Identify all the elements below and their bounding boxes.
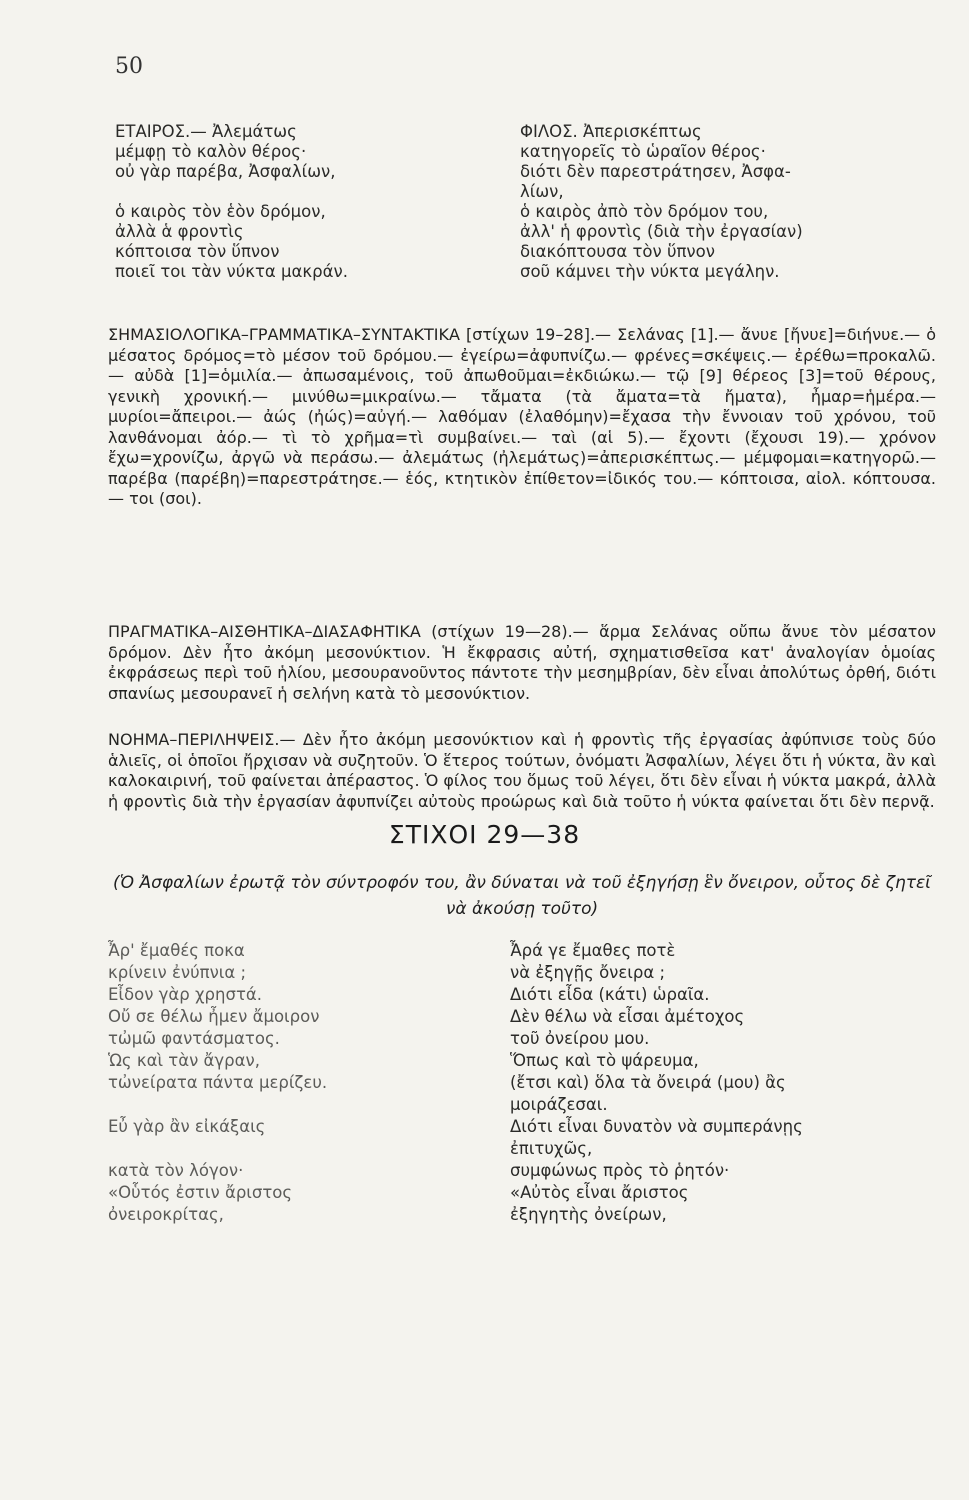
verse-translation-line: (ἔτσι καὶ) ὅλα τὰ ὄνειρά (μου) ἂς (510, 1073, 786, 1092)
verse-translation-line: ἐπιτυχῶς, (510, 1139, 593, 1158)
verse-translation-line: τοῦ ὀνείρου μου. (510, 1029, 650, 1048)
dialogue-original-line: κόπτοισα τὸν ὕπνον (115, 242, 280, 261)
dialogue-original-line: μέμφῃ τὸ καλὸν θέρος· (115, 142, 307, 161)
verse-original-line: τὠμῶ φαντάσματος. (108, 1029, 280, 1048)
comprehension-summary: ΝΟΗΜΑ–ΠΕΡΙΛΗΨΕΙΣ.— Δὲν ἦτο ἀκόμη μεσονύκτιον καὶ ἡ φροντὶς τῆς ἐργασίας ἀφύπνισε τοὺς δύο ἁλιεῖς, οἱ ὁποῖοι ἤρχισαν νὰ συζητοῦν. Ὁ ἕτερος τούτων, ὀνόματι Ἀσφαλίων, λέγει ὅτι ἡ νύκτα, ἂν καὶ καλοκαιρινή, τοῦ φαίνεται ἀπέραστος. Ὁ φίλος του ὅμως τοῦ λέγει, ὅτι δὲν εἶναι ἡ νύκτα μακρά, ἀλλὰ ἡ φροντὶς διὰ τὴν ἐργασίαν ἀφυπνίζει αὐτοὺς προώρως καὶ διὰ τοῦτο ἡ νύκτα φαίνεται ὅτι δὲν περνᾷ. (108, 730, 936, 811)
verse-translation-line: Ὅπως καὶ τὸ ψάρευμα, (510, 1051, 699, 1070)
verse-translation-line: ἐξηγητὴς ὀνείρων, (510, 1205, 667, 1224)
dialogue-original-line: ποιεῖ τοι τὰν νύκτα μακράν. (115, 262, 348, 281)
verses-original-column (108, 940, 438, 1226)
semantics-notes: ΣΗΜΑΣΙΟΛΟΓΙΚΑ–ΓΡΑΜΜΑΤΙΚΑ–ΣΥΝΤΑΚΤΙΚΑ [στίχων 19–28].— Σελάνας [1].— ἄνυε [ἤνυε]=διήνυε.— ὁ μέσατος δρόμος=τὸ μέσον τοῦ δρόμου.— ἐγείρω=ἀφυπνίζω.— φρένες=σκέψεις.— ἐρέθω=προκαλῶ.— αὐδὰ [1]=ὁμιλία.— ἀπωσαμένοις, τοῦ ἀπωθοῦμαι=ἐκδιώκω.— τῷ [9] θέρεος [3]=τοῦ θέρους, γενικὴ χρονική.— μινύθω=μικραίνω.— τἄματα (τὰ ἄματα=τὰ ἤματα), ἦμαρ=ἡμέρα.— μυρίοι=ἄπειροι.— ἀώς (ἠώς)=αὐγή.— λαθόμαν (ἐλαθόμην)=ἔχασα τὴν ἔννοιαν τοῦ χρόνου, τοῦ λανθάνομαι ἀόρ.— τὶ τὸ χρῆμα=τὶ συμβαίνει.— ταὶ (αἱ 5).— ἔχοντι (ἔχουσι 19).— χρόνον ἔχω=χρονίζω, ἀργῶ νὰ περάσω.— ἀλεμάτως (ἠλεμάτως)=ἀπερισκέπτως.— μέμφομαι=κατηγορῶ.— παρέβα (παρέβη)=παρεστράτησε.— ἑός, κτητικὸν ἐπίθετον=ἰδικός του.— κόπτοισα, αἰολ. κόπτουσα.— τοι (σοι). (108, 325, 936, 508)
verse-original-line: «Οὗτός ἐστιν ἄριστος (108, 1183, 293, 1202)
dialogue-translation-line: ὁ καιρὸς ἀπὸ τὸν δρόμον του, (520, 202, 769, 221)
dialogue-translation-line: ΦΙΛΟΣ. Ἀπερισκέπτως (520, 122, 702, 141)
section-intro: (Ὁ Ἀσφαλίων ἐρωτᾷ τὸν σύντροφόν του, ἂν δύναται νὰ τοῦ ἐξηγήσῃ ἓν ὄνειρον, οὗτος δὲ ζητεῖ νὰ ἀκούσῃ τοῦτο) (113, 873, 931, 919)
stanza-gap (108, 1138, 438, 1160)
dialogue-original-line: ὁ καιρὸς τὸν ἑὸν δρόμον, (115, 202, 326, 221)
verse-original-line: Εὖ γὰρ ἂν εἰκάξαις (108, 1117, 266, 1136)
dialogue-original-column (115, 122, 445, 282)
verse-translation-line: Διότι εἶναι δυνατὸν νὰ συμπεράνῃς (510, 1117, 803, 1136)
verses-translation-column (510, 940, 940, 1226)
dialogue-original-line: ΕΤΑΙΡΟΣ.— Ἀλεμάτως (115, 122, 297, 141)
verse-original-line: τὠνείρατα πάντα μερίζευ. (108, 1073, 328, 1092)
verse-translation-line: συμφώνως πρὸς τὸ ῥητόν· (510, 1161, 730, 1180)
dialogue-translation-line: κατηγορεῖς τὸ ὡραῖον θέρος· (520, 142, 766, 161)
dialogue-translation-line: διακόπτουσα τὸν ὕπνον (520, 242, 715, 261)
verse-original-line: Οὔ σε θέλω ἦμεν ἄμοιρον (108, 1007, 320, 1026)
verse-original-line: Ἆρ' ἔμαθές ποκα (108, 941, 245, 960)
dialogue-translation-line: διότι δὲν παρεστράτησεν, Ἀσφα- (520, 162, 791, 181)
verse-translation-line: μοιράζεσαι. (510, 1095, 608, 1114)
verse-original-line: Ὡς καὶ τὰν ἄγραν, (108, 1051, 260, 1070)
realia-notes: ΠΡΑΓΜΑΤΙΚΑ–ΑΙΣΘΗΤΙΚΑ–ΔΙΑΣΑΦΗΤΙΚΑ (στίχων 19—28).— ἅρμα Σελάνας οὔπω ἄνυε τὸν μέσατον δρόμον. Δὲν ἦτο ἀκόμη μεσονύκτιον. Ἡ ἔκφρασις αὐτή, σχηματισθεῖσα κατ' ἀναλογίαν ὁμοίας ἐκφράσεως περὶ τοῦ ἡλίου, μεσουρανοῦντος πάντοτε τὴν μεσημβρίαν, δὲν εἶναι ἀπολύτως ὀρθή, διότι σπανίως μεσουρανεῖ ἡ σελήνη κατὰ τὸ μεσονύκτιον. (108, 622, 936, 703)
verse-translation-line: Ἆρά γε ἔμαθες ποτὲ (510, 941, 676, 960)
page-number: 50 (115, 54, 143, 79)
verse-translation-line: νὰ ἐξηγῇς ὄνειρα ; (510, 963, 666, 982)
verse-original-line: Εἶδον γὰρ χρηστά. (108, 985, 262, 1004)
dialogue-translation-line: λίων, (520, 182, 564, 201)
dialogue-original-line: ἀλλὰ ἁ φροντὶς (115, 222, 244, 241)
dialogue-translation-column (520, 122, 940, 282)
dialogue-translation-line: σοῦ κάμνει τὴν νύκτα μεγάλην. (520, 262, 780, 281)
stanza-gap (115, 182, 445, 202)
verse-translation-line: «Αὐτὸς εἶναι ἄριστος (510, 1183, 689, 1202)
dialogue-translation-line: ἀλλ' ἡ φροντὶς (διὰ τὴν ἐργασίαν) (520, 222, 803, 241)
verse-translation-line: Δὲν θέλω νὰ εἶσαι ἀμέτοχος (510, 1007, 745, 1026)
verse-original-line: κατὰ τὸν λόγον· (108, 1161, 244, 1180)
verse-translation-line: Διότι εἶδα (κάτι) ὡραῖα. (510, 985, 710, 1004)
dialogue-original-line: οὐ γὰρ παρέβα, Ἀσφαλίων, (115, 162, 336, 181)
section-heading: ΣΤΙΧΟΙ 29—38 (388, 820, 581, 849)
verse-original-line: ὀνειροκρίτας, (108, 1205, 224, 1224)
stanza-gap (108, 1094, 438, 1116)
verse-original-line: κρίνειν ἐνύπνια ; (108, 963, 247, 982)
